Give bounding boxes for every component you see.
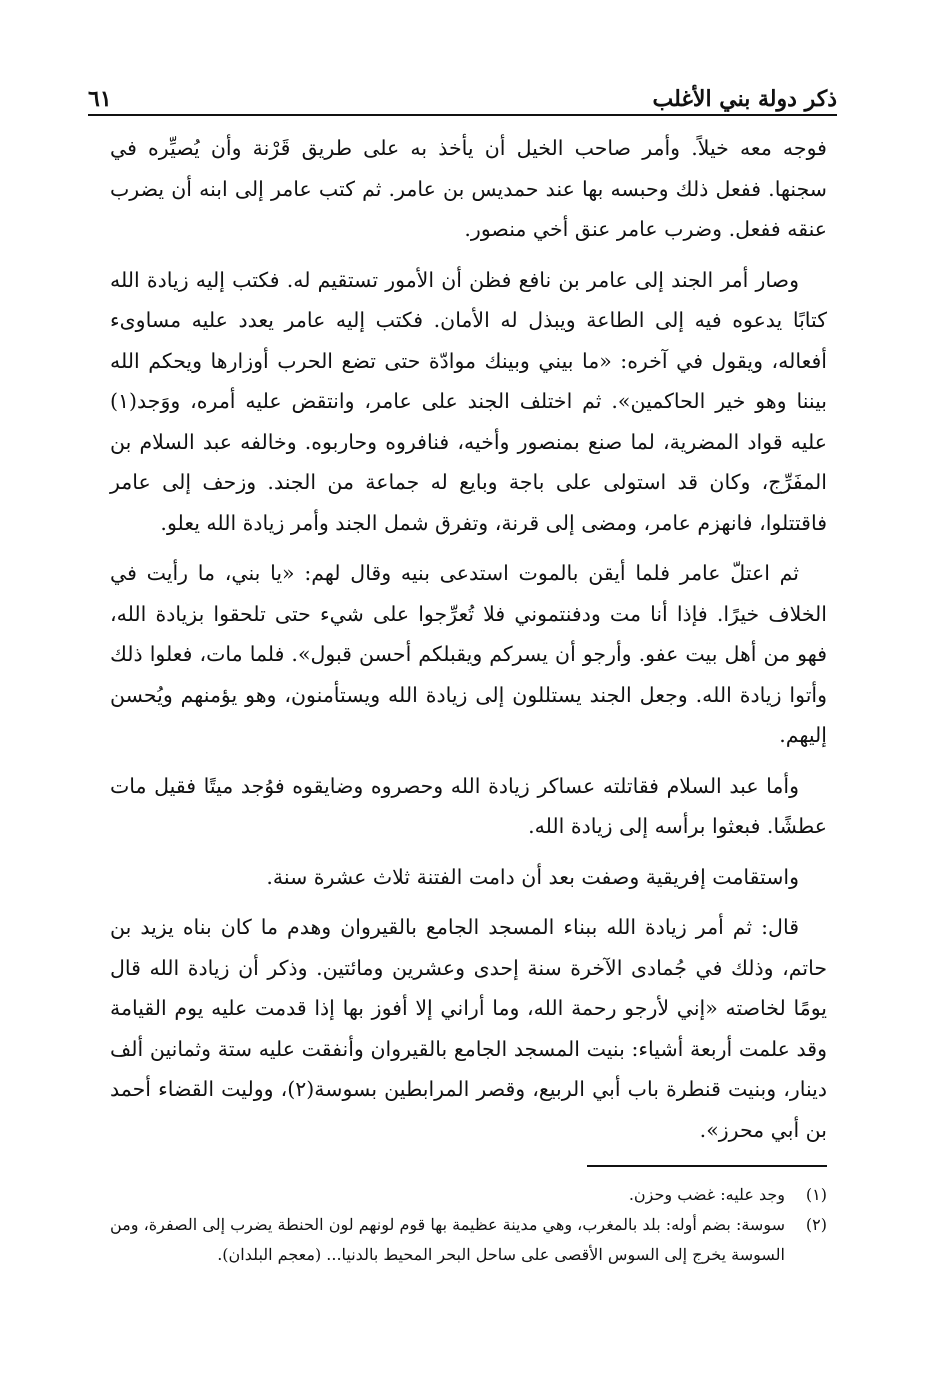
paragraph: ثم اعتلّ عامر فلما أيقن بالموت استدعى بنيه وقال لهم: «يا بني، ما رأيت في الخلاف خيرًا. فإذا أنا مت ودفنتموني فلا تُعرِّجوا على شيء حتى تلحقوا بزيادة الله، فهو من أهل بيت عفو. وأرجو أن يسركم ويقبلكم أحسن قبول». فلما مات، فعلوا ذلك وأتوا زيادة الله. وجعل الجند يستللون إلى زيادة الله ويستأمنون، وهو يؤمنهم ويُحسن إليهم. xyxy=(110,561,827,747)
page-number: ٦١ xyxy=(88,86,112,112)
footnote xyxy=(110,1180,827,1210)
paragraph: وأما عبد السلام فقاتلته عساكر زيادة الله وحصروه وضايقوه فوُجد ميتًا فقيل مات عطشًا. فبعثوا برأسه إلى زيادة الله. xyxy=(110,773,827,838)
paragraph: وصار أمر الجند إلى عامر بن نافع فظن أن الأمور تستقيم له. فكتب إليه زيادة الله كتابًا يدعوه فيه إلى الطاعة ويبذل له الأمان. فكتب إليه عامر يعدد عليه مساوىء أفعاله، ويقول في آخره: «ما بيني وبينك موادّة حتى تضع الحرب أوزارها ويحكم الله بيننا وهو خير الحاكمين». ثم اختلف الجند على عامر، وانتقض عليه أمره، ووَجد(١) عليه قواد المضرية، لما صنع بمنصور وأخيه، فنافروه وحاربوه. وخالفه عبد السلام بن المفَرِّج، وكان قد استولى على باجة وبايع له جماعة من الجند. وزحف إلى عامر فاقتتلوا، فانهزم عامر، ومضى إلى قرنة، وتفرق شمل الجند وأمر زيادة الله يعلو. xyxy=(110,267,827,535)
main-text xyxy=(110,128,827,1160)
footnotes xyxy=(110,1180,827,1270)
paragraph: واستقامت إفريقية وصفت بعد أن دامت الفتنة ثلاث عشرة سنة. xyxy=(266,864,799,889)
footnote-text: سوسة: بضم أوله: بلد بالمغرب، وهي مدينة عظيمة بها قوم لونهم لون الحنطة يضرب إلى الصفرة، ومن السوسة يخرج إلى السوس الأقصى على ساحل البحر المحيط بالدنيا... (معجم البلدان). xyxy=(110,1215,785,1264)
page-header xyxy=(88,76,837,112)
footnote-number: (١) xyxy=(805,1185,827,1204)
footnote xyxy=(110,1210,827,1270)
paragraph: قال: ثم أمر زيادة الله ببناء المسجد الجامع بالقيروان وهدم ما كان بناه يزيد بن حاتم، وذلك في جُمادى الآخرة سنة إحدى وعشرين ومائتين. وذكر أن زيادة الله قال يومًا لخاصته «إني لأرجو رحمة الله، وما أراني إلا أفوز بها إذا قدمت عليه يوم القيامة وقد علمت أربعة أشياء: بنيت المسجد الجامع بالقيروان وأنفقت عليه ستة وثمانين ألف دينار، وبنيت قنطرة باب أبي الربيع، وقصر المرابطين بسوسة(٢)، ووليت القضاء أحمد بن أبي محرز». xyxy=(110,915,828,1142)
running-title: ذكر دولة بني الأغلب xyxy=(652,86,837,112)
paragraph: فوجه معه خيلاً. وأمر صاحب الخيل أن يأخذ به على طريق قَرْنة وأن يُصيِّره في سجنها. ففعل ذلك وحبسه بها عند حمديس بن عامر. ثم كتب عامر إلى ابنه أن يضرب عنقه ففعل. وضرب عامر عنق أخي منصور. xyxy=(110,136,827,241)
footnote-number: (٢) xyxy=(805,1215,827,1234)
footnote-rule xyxy=(587,1165,827,1167)
header-rule xyxy=(88,114,837,116)
footnote-text: وجد عليه: غضب وحزن. xyxy=(628,1185,785,1204)
